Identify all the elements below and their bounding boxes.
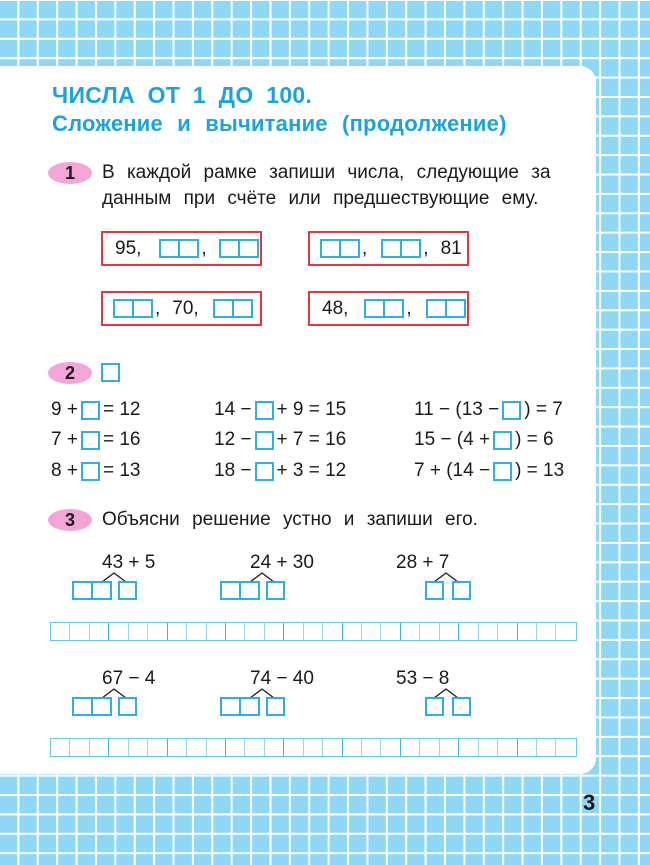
answer-box-2digit[interactable] [381, 239, 421, 258]
task-2-badge [48, 362, 92, 384]
expression: 53 − 8 [396, 668, 450, 689]
number-frame-2 [308, 231, 469, 266]
answer-box[interactable] [81, 401, 100, 420]
answer-box-units[interactable] [266, 697, 285, 716]
task-3-badge [48, 509, 92, 531]
task-1-number: 1 [64, 162, 75, 183]
answer-box-tens[interactable] [72, 697, 112, 716]
answer-box[interactable] [425, 581, 444, 600]
equation-left: 15 − (4 + [414, 429, 491, 450]
answer-box[interactable] [255, 401, 274, 420]
task-1-instruction-line1: В каждой рамке запиши числа, следующие за [102, 162, 551, 183]
equation-right: ) = 6 [515, 429, 554, 450]
equation-right: + 7 = 16 [276, 429, 347, 450]
answer-box-2digit[interactable] [320, 239, 360, 258]
answer-box[interactable] [493, 431, 512, 450]
equation-right: = 13 [102, 460, 141, 481]
expression: 74 − 40 [250, 668, 314, 689]
chapter-title: ЧИСЛА ОТ 1 ДО 100. [52, 82, 313, 108]
answer-box[interactable] [255, 431, 274, 450]
equation [51, 460, 140, 482]
answer-box-units[interactable] [266, 581, 285, 600]
answer-box[interactable] [255, 462, 274, 481]
expression: 67 − 4 [102, 668, 156, 689]
task-2-number: 2 [64, 362, 75, 383]
answer-box-2digit[interactable] [213, 299, 253, 318]
equation [214, 399, 346, 421]
answer-box-tens[interactable] [72, 581, 112, 600]
number-frame-4 [308, 291, 469, 326]
answer-box[interactable] [425, 697, 444, 716]
answer-box-2digit[interactable] [364, 299, 404, 318]
comma: , [423, 237, 429, 259]
answer-box-2digit[interactable] [159, 239, 199, 258]
equation-left: 11 − (13 − [414, 399, 500, 420]
given-number: 95, [115, 237, 142, 259]
number-frame-1 [101, 231, 262, 266]
answer-box-2digit[interactable] [426, 299, 466, 318]
empty-square-icon [101, 363, 120, 382]
answer-box[interactable] [81, 462, 100, 481]
chapter-subtitle: Сложение и вычитание (продолжение) [52, 111, 507, 136]
answer-strip[interactable] [50, 622, 577, 641]
answer-box-2digit[interactable] [219, 239, 259, 258]
answer-box[interactable] [452, 697, 471, 716]
answer-box[interactable] [493, 462, 512, 481]
equation [51, 429, 140, 451]
equation-left: 18 − [214, 460, 252, 481]
equation [51, 399, 140, 421]
equation-left: 8 + [51, 460, 78, 481]
given-number: 81 [440, 237, 462, 259]
equation-left: 12 − [214, 429, 252, 450]
equation-right: = 12 [102, 399, 141, 420]
equation-right: = 16 [102, 429, 141, 450]
answer-box-tens[interactable] [220, 697, 260, 716]
expression: 24 + 30 [250, 552, 314, 573]
comma: , [155, 297, 161, 319]
answer-box[interactable] [452, 581, 471, 600]
answer-box-units[interactable] [118, 581, 137, 600]
equation [414, 429, 554, 451]
expression: 28 + 7 [396, 552, 450, 573]
equation-left: 7 + (14 − [414, 460, 491, 481]
page-number: 3 [583, 790, 596, 815]
equation [214, 460, 346, 482]
answer-box[interactable] [81, 431, 100, 450]
number-frame-3 [101, 291, 262, 326]
equation-right: ) = 7 [524, 399, 563, 420]
equation-right: + 9 = 15 [276, 399, 347, 420]
equation [214, 429, 346, 451]
equation-left: 7 + [51, 429, 78, 450]
task-1-instruction-line2: данным при счёте или предшествующие ему. [102, 188, 539, 209]
task-1-badge [48, 162, 92, 184]
equation-left: 9 + [51, 399, 78, 420]
comma: , [406, 297, 412, 319]
task-3-number: 3 [64, 509, 75, 530]
equation-left: 14 − [214, 399, 252, 420]
equation [414, 399, 563, 421]
answer-box-tens[interactable] [220, 581, 260, 600]
equation-right: + 3 = 12 [276, 460, 347, 481]
expression: 43 + 5 [102, 552, 156, 573]
equation [414, 460, 564, 482]
given-number: 70, [172, 297, 199, 319]
answer-box-units[interactable] [118, 697, 137, 716]
comma: , [201, 237, 207, 259]
answer-strip[interactable] [50, 738, 577, 757]
given-number: 48, [322, 297, 349, 319]
comma: , [362, 237, 368, 259]
task-3-instruction: Объясни решение устно и запиши его. [102, 509, 478, 530]
answer-box[interactable] [502, 401, 521, 420]
equation-right: ) = 13 [515, 460, 565, 481]
answer-box-2digit[interactable] [113, 299, 153, 318]
